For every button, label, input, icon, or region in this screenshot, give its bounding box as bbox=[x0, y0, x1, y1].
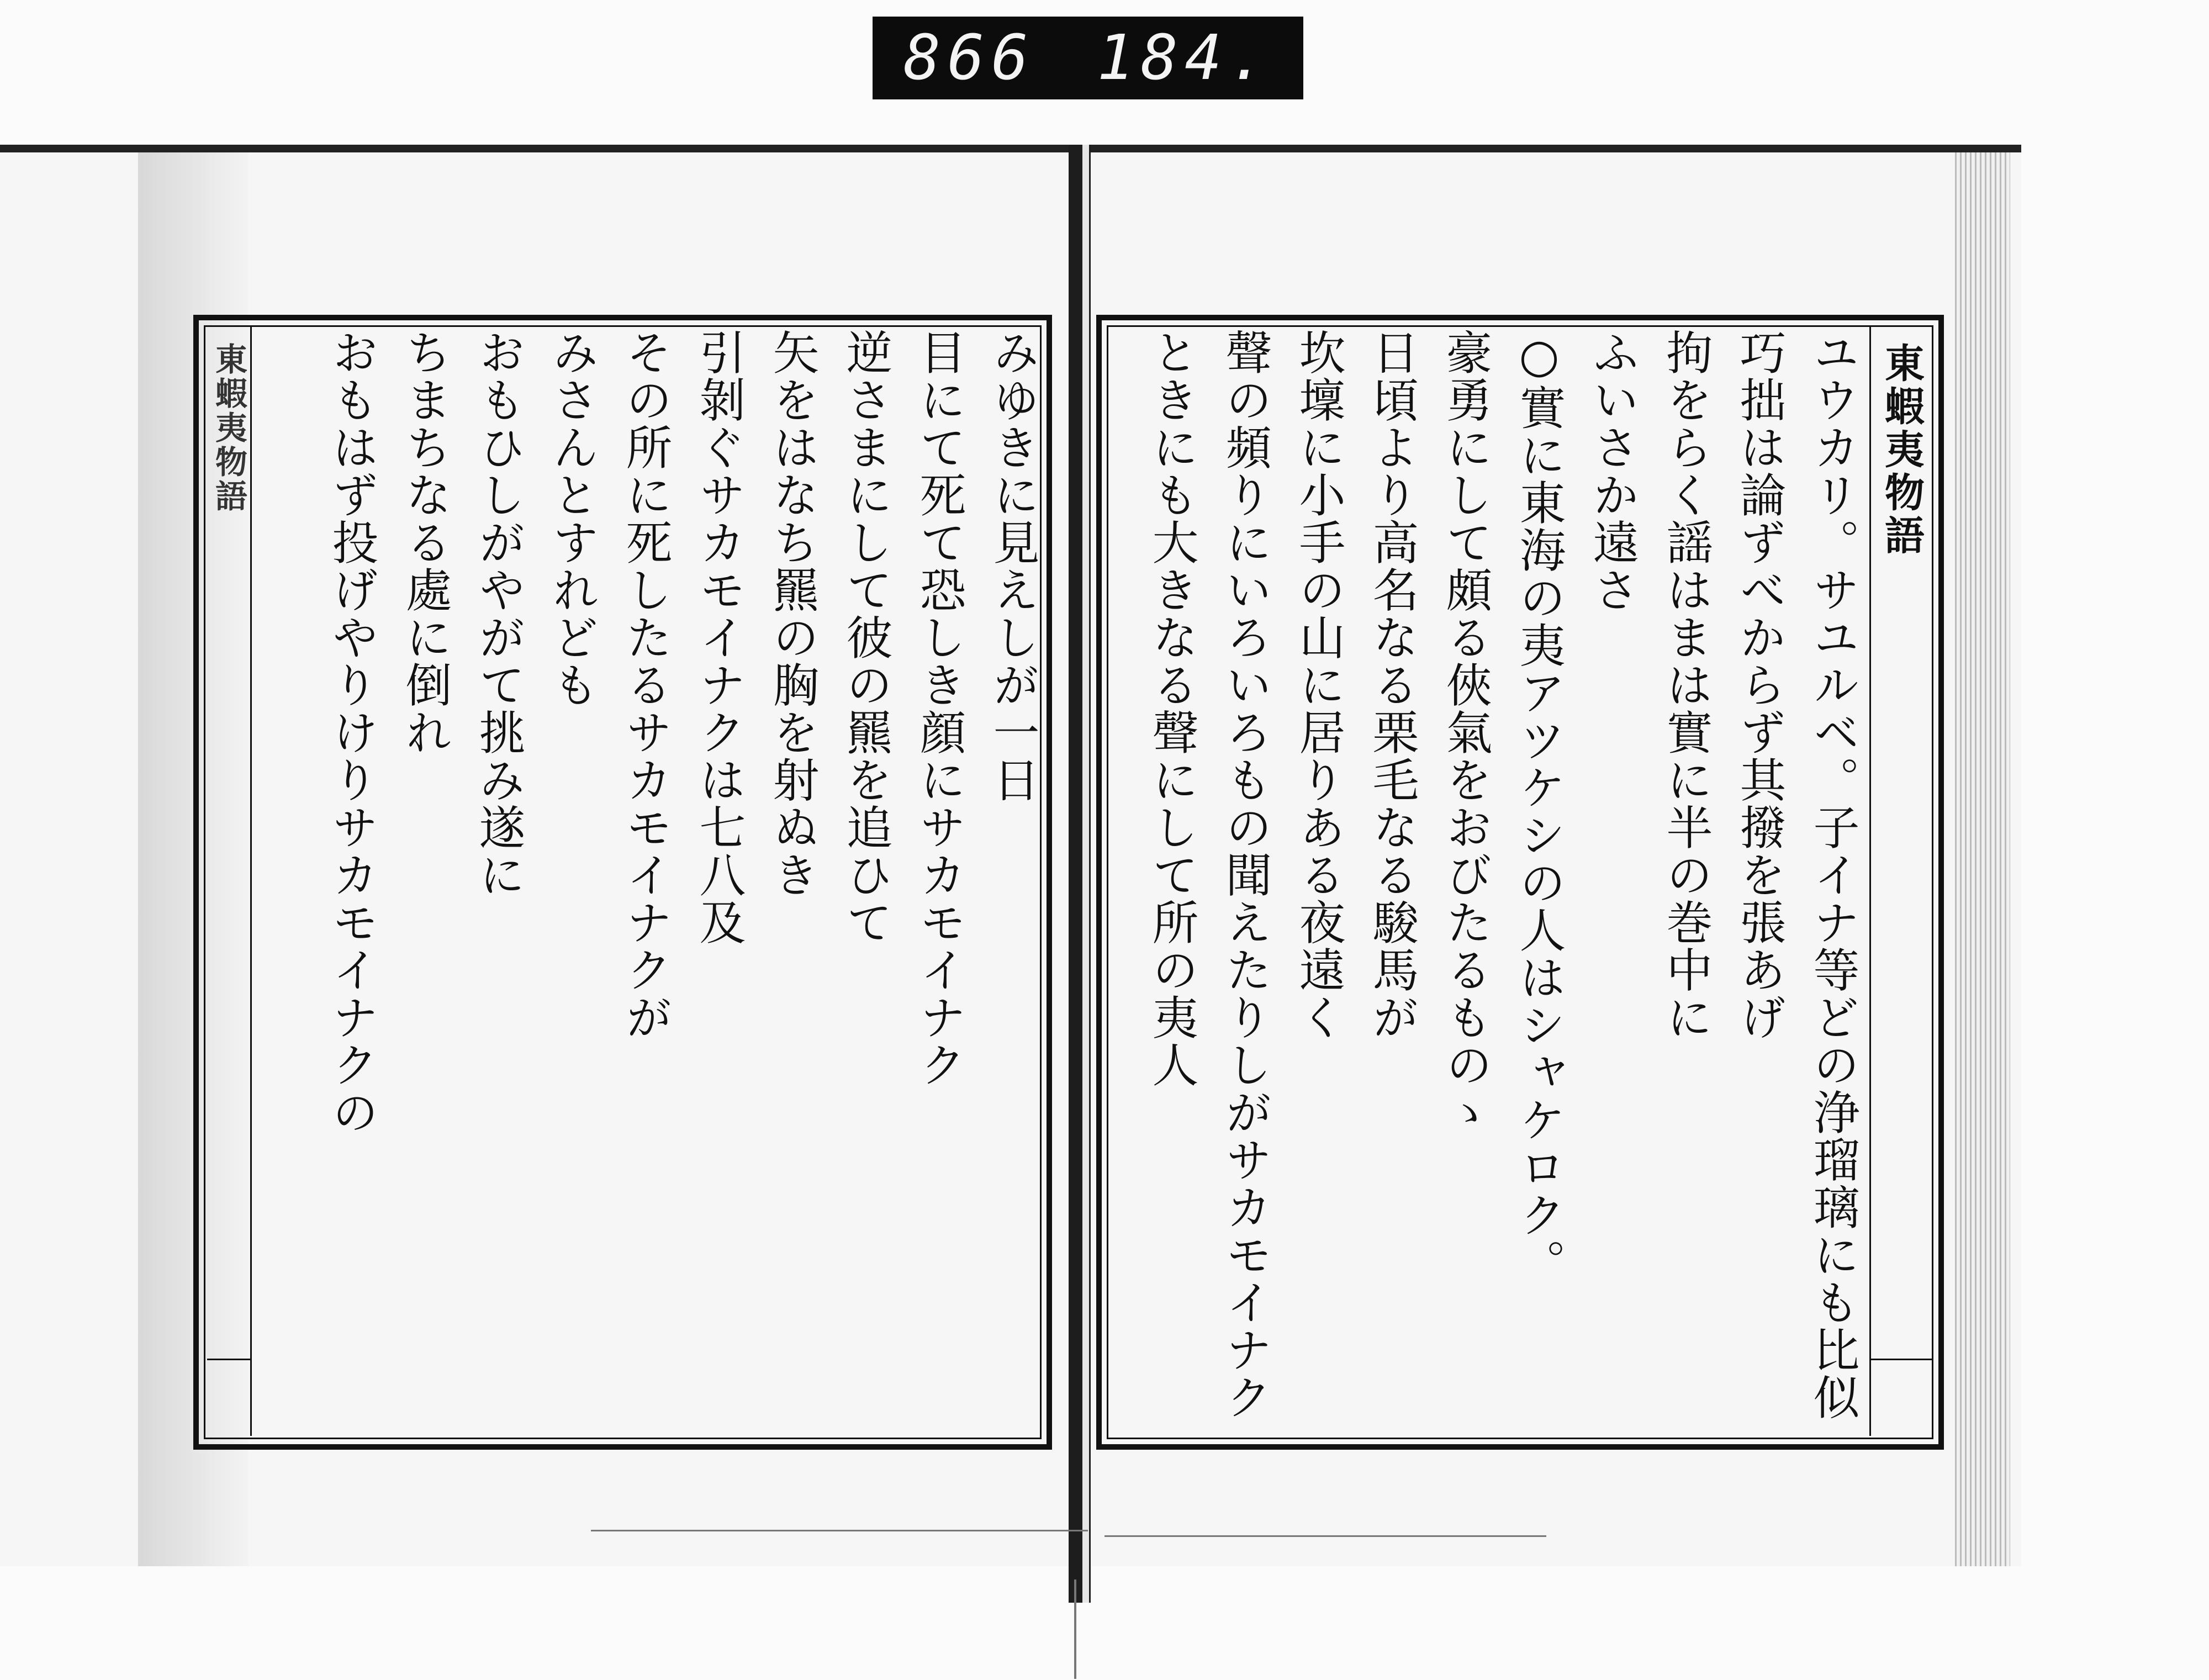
folio-tick bbox=[207, 1359, 250, 1360]
text-column: 引剝ぐサカモイナクは七八及 bbox=[692, 329, 746, 946]
text-column: みゆきに見えしが一日 bbox=[986, 329, 1040, 804]
text-column: ○實に東海の夷アツケシの人はシャケロク。 bbox=[1512, 329, 1566, 1286]
running-title-left: 東蝦夷物語 bbox=[210, 342, 247, 514]
text-column: 目にて死て恐しき顔にサカモイナク bbox=[912, 329, 966, 1089]
text-column: おもひしがやがて挑み遂に bbox=[472, 329, 526, 899]
folio-tick bbox=[1871, 1359, 1932, 1360]
text-column: 日頃より高名なる栗毛なる駿馬が bbox=[1365, 329, 1419, 1041]
call-number-second: 184. bbox=[1097, 22, 1272, 94]
left-page-text bbox=[257, 329, 1044, 1436]
text-column: その所に死したるサカモイナクが bbox=[619, 329, 673, 1041]
text-column: 矢をはなち羆の胸を射ぬき bbox=[765, 329, 820, 899]
text-column: 聲の頻りにいろいろもの聞えたりしがサカモイナク bbox=[1218, 329, 1272, 1421]
scan-artifact-line bbox=[1074, 1579, 1076, 1679]
right-page-text bbox=[1110, 329, 1864, 1436]
text-column: 逆さまにして彼の羆を追ひて bbox=[839, 329, 893, 946]
text-column: ちまちなる處に倒れ bbox=[398, 329, 452, 756]
text-column: おもはず投げやりけりサカモイナクの bbox=[325, 329, 379, 1136]
book-top-edge bbox=[0, 145, 2021, 152]
running-title: 東蝦夷物語 bbox=[1878, 342, 1925, 558]
call-number-label bbox=[873, 17, 1303, 99]
text-column: ときにも大きなる聲にして所の夷人 bbox=[1145, 329, 1199, 1089]
right-page-title-column bbox=[1869, 326, 1932, 1436]
text-column: みさんとすれども bbox=[545, 329, 599, 709]
text-column: ふいさか遠さ bbox=[1586, 329, 1640, 614]
text-column: 坎壈に小手の山に居りある夜遠く bbox=[1292, 329, 1346, 1041]
left-page-title-column bbox=[207, 326, 252, 1436]
gutter-highlight bbox=[1082, 145, 1089, 1603]
text-column: 拘をらく謡はまは實に半の巻中に bbox=[1659, 329, 1713, 1041]
scan-artifact-line bbox=[1104, 1535, 1546, 1537]
text-column: ユウカリ。サユルベ。子イナ等どの浄瑠璃にも比似 bbox=[1806, 329, 1860, 1421]
call-number-first: 866 bbox=[903, 22, 1035, 94]
page-fore-edge bbox=[1955, 152, 2010, 1566]
scan-artifact-line bbox=[591, 1530, 1088, 1531]
text-column: 豪勇にして頗る俠氣をおびたるものゝ bbox=[1439, 329, 1493, 1136]
text-column: 巧拙は論ずべからず其撥を張あげ bbox=[1732, 329, 1787, 1041]
